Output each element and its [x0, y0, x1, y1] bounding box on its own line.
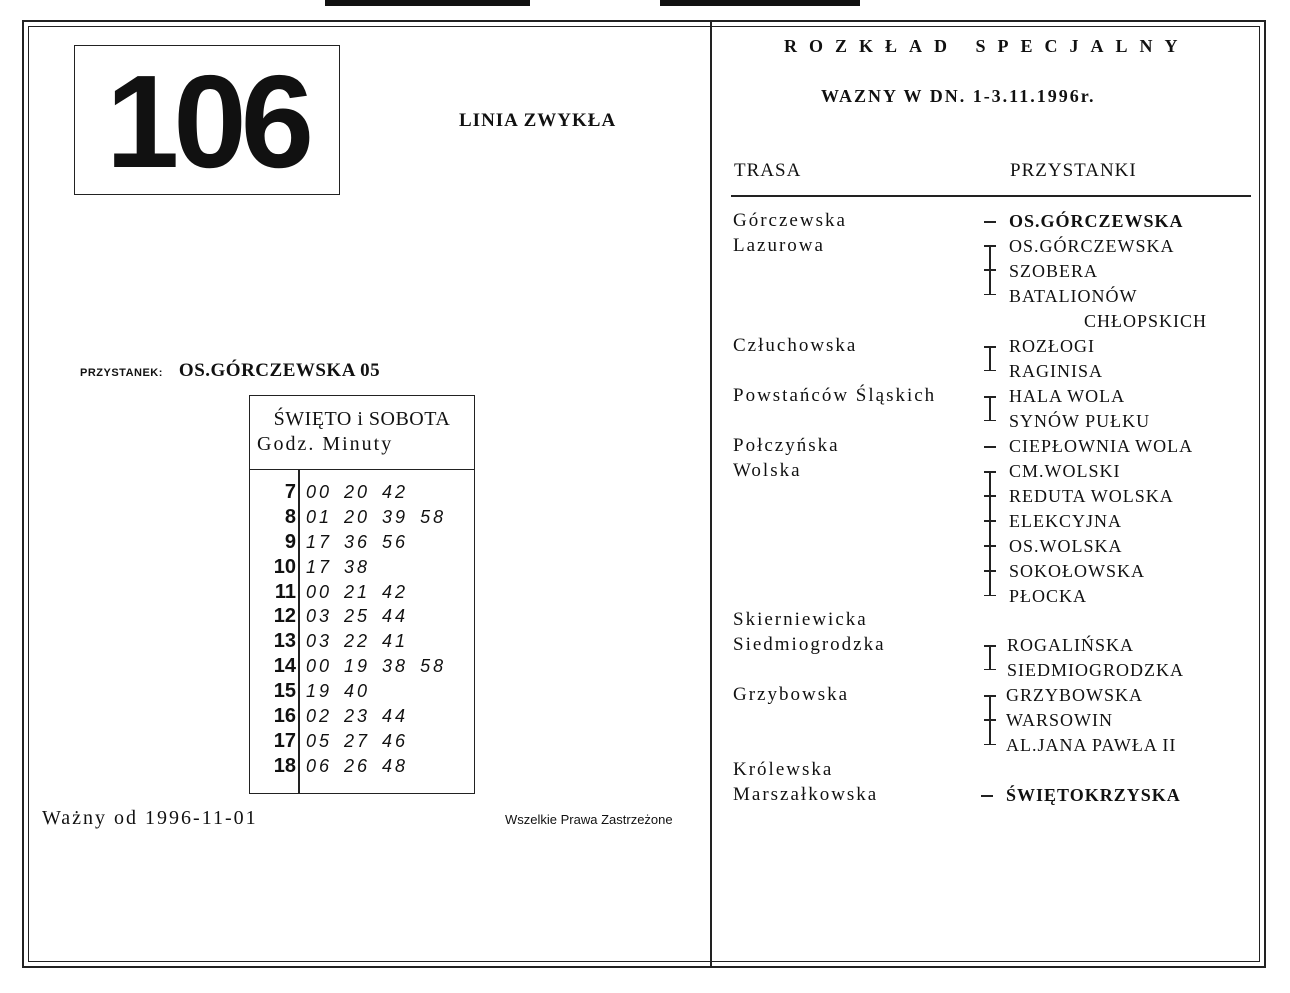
timetable-row: [250, 679, 474, 704]
route-stop: CM.WOLSKI: [1009, 461, 1121, 481]
single-stop-dash: [984, 221, 996, 223]
route-street: Powstańców Śląskich: [733, 385, 937, 406]
minutes: 17 38: [306, 556, 371, 577]
timetable-row: [250, 555, 474, 580]
route-stop: REDUTA WOLSKA: [1009, 486, 1174, 506]
stop-bracket: [984, 695, 996, 745]
route-stop: PŁOCKA: [1009, 586, 1088, 606]
route-stop: HALA WOLA: [1009, 386, 1126, 406]
stop-label: PRZYSTANEK:: [80, 367, 163, 379]
valid-dates: WAZNY W DN. 1-3.11.1996r.: [821, 86, 1096, 106]
minutes: 00 19 38 58: [306, 656, 447, 677]
timetable-row: [250, 580, 474, 605]
minutes: 05 27 46: [306, 730, 409, 751]
route-stop: ELEKCYJNA: [1009, 511, 1122, 531]
route-street: Człuchowska: [733, 335, 858, 356]
timetable-row: [250, 530, 474, 555]
route-street: Królewska: [733, 759, 834, 780]
minutes: 19 40: [306, 681, 371, 702]
route-stop: RAGINISA: [1009, 361, 1104, 381]
hour: 7: [284, 480, 296, 503]
route-stop: SYNÓW PUŁKU: [1009, 411, 1151, 431]
route-stop: ROZŁOGI: [1009, 336, 1095, 356]
stop-name: OS.GÓRCZEWSKA 05: [178, 360, 381, 381]
timetable-row: [250, 729, 474, 754]
hour: 9: [284, 530, 296, 553]
route-street: Skierniewicka: [733, 609, 868, 630]
single-stop-dash: [984, 446, 996, 448]
timetable-row: [250, 629, 474, 654]
route-stop: OS.GÓRCZEWSKA: [1009, 211, 1184, 231]
timetable-header: [250, 396, 474, 470]
timetable-row: [250, 604, 474, 629]
stop-bracket: [984, 245, 996, 295]
single-stop-dash: [981, 795, 993, 797]
copyright-notice: Wszelkie Prawa Zastrzeżone: [505, 812, 673, 827]
hour: 8: [284, 505, 296, 528]
minutes: 03 25 44: [306, 606, 409, 627]
hour: 15: [273, 680, 296, 703]
route-stop: GRZYBOWSKA: [1006, 685, 1144, 705]
hour: 12: [273, 605, 296, 628]
hour: 10: [273, 555, 296, 578]
route-stop: OS.GÓRCZEWSKA: [1009, 236, 1175, 256]
timetable-rows: [250, 480, 474, 779]
minutes: 03 22 41: [306, 631, 409, 652]
timetable-row: [250, 505, 474, 530]
route-street: Marszałkowska: [733, 784, 879, 805]
minutes: 02 23 44: [306, 705, 409, 726]
hour: 11: [274, 580, 296, 603]
header-bar-left: [325, 0, 530, 6]
timetable-row: [250, 754, 474, 779]
route-stop: CIEPŁOWNIA WOLA: [1009, 436, 1194, 456]
route-street: Lazurowa: [733, 235, 825, 256]
stop-bracket: [984, 396, 996, 421]
route-street: Wolska: [733, 460, 802, 481]
line-type: LINIA ZWYKŁA: [459, 110, 617, 131]
valid-from: Ważny od 1996-11-01: [42, 807, 258, 829]
minutes: 01 20 39 58: [306, 506, 447, 527]
route-street: Górczewska: [733, 210, 847, 231]
timetable-title: ŚWIĘTO i SOBOTA: [273, 408, 451, 430]
route-stop: CHŁOPSKICH: [1084, 311, 1208, 331]
route-street: Grzybowska: [733, 684, 850, 705]
timetable-row: [250, 480, 474, 505]
hour: 18: [273, 754, 296, 777]
center-divider: [710, 22, 712, 968]
route-stop: BATALIONÓW: [1009, 286, 1138, 306]
minutes: 17 36 56: [306, 531, 409, 552]
minutes: 06 26 48: [306, 755, 409, 776]
minutes: 00 20 42: [306, 481, 409, 502]
schedule-title: ROZKŁAD SPECJALNY: [784, 36, 1190, 56]
timetable-row: [250, 654, 474, 679]
route-stop: ŚWIĘTOKRZYSKA: [1006, 785, 1181, 805]
timetable: [249, 395, 475, 794]
route-stop: SZOBERA: [1009, 261, 1099, 281]
route-stop: SOKOŁOWSKA: [1009, 561, 1145, 581]
timetable-subtitle: Godz. Minuty: [257, 433, 394, 455]
hour: 17: [273, 729, 296, 752]
route-stop: OS.WOLSKA: [1009, 536, 1123, 556]
hour: 16: [273, 704, 296, 727]
route-stop: ROGALIŃSKA: [1007, 635, 1134, 655]
route-stop: SIEDMIOGRODZKA: [1007, 660, 1184, 680]
hour: 13: [273, 630, 296, 653]
header-bar-right: [660, 0, 860, 6]
column-header-stops: PRZYSTANKI: [1010, 160, 1137, 181]
stop-bracket: [984, 645, 996, 670]
route-stop: WARSOWIN: [1006, 710, 1113, 730]
stop-bracket: [984, 471, 996, 596]
route-street: Siedmiogrodzka: [733, 634, 886, 655]
route-stop: AL.JANA PAWŁA II: [1006, 735, 1177, 755]
minutes: 00 21 42: [306, 581, 409, 602]
line-number: 106: [105, 48, 309, 195]
stop-row: [80, 360, 380, 382]
column-header-route: TRASA: [734, 160, 802, 181]
hour: 14: [273, 655, 296, 678]
header-rule: [731, 195, 1251, 197]
timetable-row: [250, 704, 474, 729]
line-number-box: [74, 45, 340, 195]
stop-bracket: [984, 346, 996, 371]
route-street: Połczyńska: [733, 435, 840, 456]
